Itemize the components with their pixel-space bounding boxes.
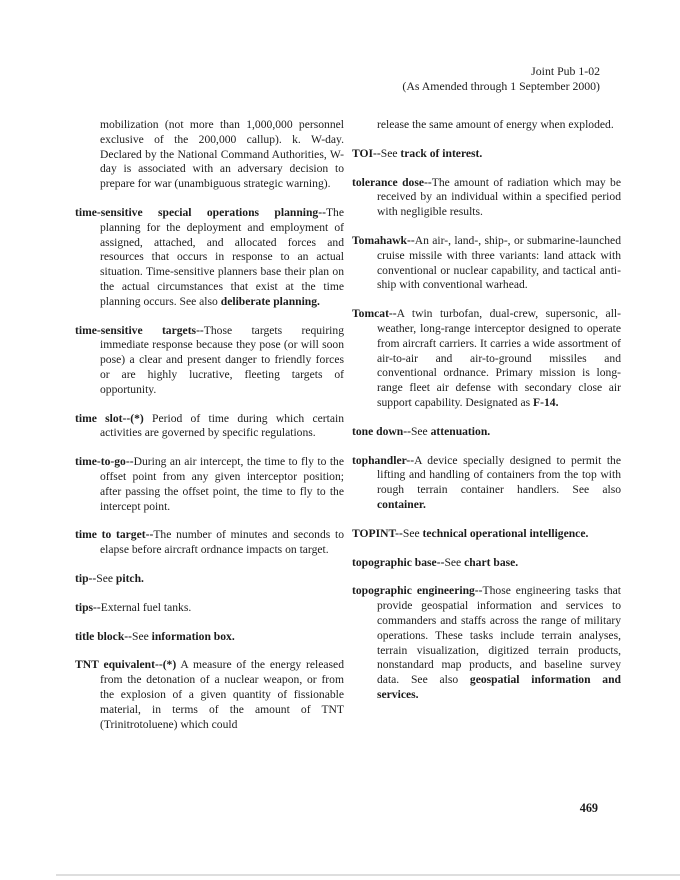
entry-definition-text: Those engineering tasks that provide geospatial information and services to commanders and staffs across the range of military operations. These tasks include terrain analyses, terrain visualization, digitized terrain products, nonstandard map products, and baseline survey data. See also: [377, 584, 621, 687]
entry-definition-text: The amount of radiation which may be received by an individual within a specified period with negligible results.: [377, 175, 621, 219]
entry-definition-text: See: [96, 571, 116, 585]
scan-edge-line: [56, 874, 680, 876]
entry-term: Tomcat--: [352, 307, 397, 321]
entry-term: title block--: [75, 629, 132, 643]
entry-definition-text: An air-, land-, ship-, or submarine-launched cruise missile with three variants: land attack with conventional or nuclear capability, and tactical anti-ship with conventional warhead.: [377, 233, 621, 292]
entry-term: geospatial information and services.: [377, 673, 621, 701]
glossary-columns: [75, 118, 621, 746]
entry-term: time slot--(*): [75, 411, 144, 425]
entry-definition-text: See: [402, 526, 423, 540]
entry-term: time to target--: [75, 528, 154, 542]
publication-title: Joint Pub 1-02: [531, 64, 600, 78]
glossary-entry: [352, 234, 621, 293]
entry-term: time-sensitive special operations planning--: [75, 205, 326, 219]
entry-term: topographic base--: [352, 555, 445, 569]
glossary-entry: [75, 324, 344, 398]
entry-term: track of interest.: [400, 146, 483, 160]
entry-term: chart base.: [464, 555, 519, 569]
entry-definition-text: A twin turbofan, dual-crew, supersonic, all-weather, long-range interceptor designed to operate from aircraft carriers. It carries a wide assortment of air-to-air and air-to-ground missiles and conventional ordnance. Primary mission is long-range fleet air defense with secondary close air support capability. Designated as: [377, 307, 621, 409]
entry-definition-text: The planning for the deployment and employment of assigned, attached, and allocated forces and resources that occurs in response to an actual situation. Time-sensitive planners base their plan on the actual circumstances that exist at the time planning occurs. See also: [100, 205, 344, 308]
glossary-entry: [75, 601, 344, 616]
glossary-entry: [75, 455, 344, 514]
amendment-note: (As Amended through 1 September 2000): [402, 78, 600, 93]
glossary-continuation-paragraph: [352, 118, 621, 133]
entry-definition-text: Period of time during which certain activities are governed by specific regulations.: [100, 411, 344, 440]
entry-term: time-to-go--: [75, 455, 134, 469]
glossary-entry: [75, 412, 344, 442]
page-number: 469: [579, 801, 598, 815]
entry-term: tips--: [75, 600, 101, 614]
entry-term: tip--: [75, 571, 97, 585]
glossary-entry: [352, 307, 621, 411]
entry-term: TOPINT--: [352, 526, 403, 540]
entry-definition-text: The number of minutes and seconds to elapse before aircraft ordnance impacts on target.: [100, 528, 344, 557]
glossary-entry: [75, 572, 344, 587]
glossary-entry: [352, 454, 621, 513]
entry-definition-text: During an air intercept, the time to fly to the offset point from any given interceptor position; after passing the offset point, the time to fly to the intercept point.: [100, 455, 344, 513]
entry-definition-text: See: [410, 424, 431, 438]
entry-term: time-sensitive targets--: [75, 323, 204, 337]
glossary-entry: [75, 630, 344, 645]
entry-term: Tomahawk--: [352, 233, 415, 247]
entry-definition-text: A measure of the energy released from the detonation of a nuclear weapon, or from the explosion of a given quantity of fissionable material, in terms of the amount of TNT (Trinitrotoluene) which could: [100, 658, 344, 731]
entry-definition-text: A device specially designed to permit the lifting and handling of containers from the top with rough terrain container handlers. See also: [377, 453, 621, 497]
glossary-entry: [75, 528, 344, 558]
entry-term: TOI--: [352, 146, 381, 160]
entry-definition-text: mobilization (not more than 1,000,000 personnel exclusive of the 200,000 callup). k. W-day. Declared by the National Command Authorities, W-day is associated with an adversary decision to prepare for war (unambiguous strategic warning).: [100, 118, 344, 191]
entry-term: tone down--: [352, 424, 411, 438]
glossary-entry: [352, 556, 621, 571]
entry-term: F-14.: [533, 395, 559, 409]
entry-definition-text: Those targets requiring immediate response because they pose (or will soon pose) a clear and present danger to friendly forces or are highly lucrative, fleeting targets of opportunity.: [100, 323, 344, 396]
entry-term: information box.: [151, 629, 235, 643]
glossary-entry: [75, 206, 344, 310]
entry-definition-text: release the same amount of energy when exploded.: [377, 118, 614, 131]
glossary-entry: [352, 425, 621, 440]
right-column: [352, 118, 621, 746]
left-column: [75, 118, 344, 746]
entry-term: TNT equivalent--(*): [75, 658, 177, 672]
entry-definition-text: See: [444, 555, 465, 569]
entry-term: pitch.: [115, 571, 144, 585]
entry-term: topographic engineering--: [352, 584, 483, 598]
entry-term: attenuation.: [430, 424, 491, 438]
glossary-continuation-paragraph: [75, 118, 344, 192]
entry-term: deliberate planning.: [220, 294, 320, 308]
entry-definition-text: See: [380, 146, 401, 160]
glossary-entry: [352, 176, 621, 220]
page-header: [402, 64, 600, 93]
glossary-entry: [352, 527, 621, 542]
entry-term: tophandler--: [352, 453, 415, 467]
entry-term: tolerance dose--: [352, 175, 432, 189]
entry-term: technical operational intelligence.: [422, 526, 589, 540]
entry-definition-text: External fuel tanks.: [100, 600, 192, 614]
entry-definition-text: See: [132, 629, 152, 643]
glossary-entry: [75, 658, 344, 732]
glossary-entry: [352, 147, 621, 162]
entry-term: container.: [377, 497, 426, 511]
glossary-entry: [352, 584, 621, 702]
